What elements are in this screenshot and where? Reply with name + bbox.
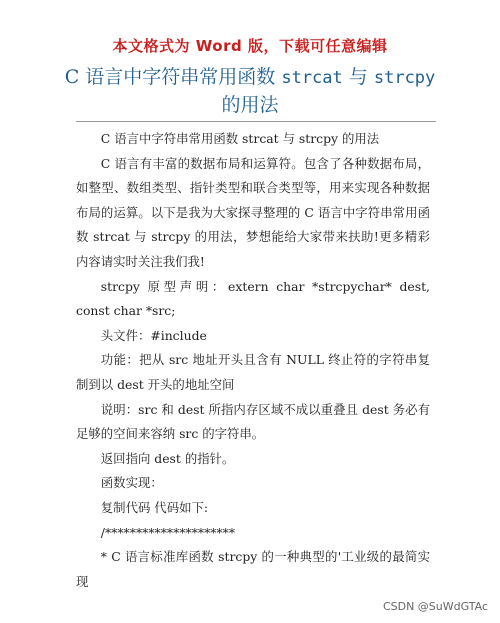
paragraph-prototype: strcpy 原型声明：extern char *strcpychar* dest, const char *src; [76, 278, 430, 319]
download-banner: 本文格式为 Word 版，下载可任意编辑 [112, 37, 388, 55]
header-divider [76, 121, 436, 122]
code-comment-text: * C 语言标准库函数 strcpy 的一种典型的'工业级的最简实现 [76, 549, 430, 589]
paragraph-implementation: 函数实现： [100, 475, 163, 491]
document-body [76, 127, 430, 594]
title-code-strcpy: strcpy [373, 68, 436, 88]
paragraph-description: 说明：src 和 dest 所指内存区域不成以重叠且 dest 务必有足够的空间来容纳 src 的字符串。 [76, 401, 430, 442]
title-code-strcat: strcat [281, 68, 343, 88]
paragraph-header-file: 头文件：#include [100, 327, 207, 343]
csdn-watermark: CSDN @SuWdGTAc [382, 600, 488, 613]
paragraph-function: 功能：把从 src 地址开头且含有 NULL 终止符的字符串复制到以 dest 开头的地址空间 [76, 352, 430, 392]
document-title [40, 64, 460, 119]
paragraph-copy-code: 复制代码 代码如下: [100, 499, 209, 515]
paragraph-subtitle: C 语言中字符串常用函数 strcat 与 strcpy 的用法 [100, 131, 380, 146]
code-comment-line: /********************* [100, 524, 236, 540]
title-prefix: C 语言中字符串常用函数 [64, 66, 282, 88]
title-conjunction: 与 [342, 66, 374, 88]
title-suffix: 的用法 [221, 94, 279, 116]
paragraph-return: 返回指向 dest 的指针。 [100, 450, 235, 466]
paragraph-intro: C 语言有丰富的数据布局和运算符。包含了各种数据布局，如整型、数组类型、指针类型和联合类型等，用来实现各种数据布局的运算。以下是我为大家探寻整理的 C 语言中字符串常用函数 strcat 与 strcpy 的用法，梦想能给大家带来扶助!更多精彩内容请实时关注我们我! [76, 155, 430, 269]
